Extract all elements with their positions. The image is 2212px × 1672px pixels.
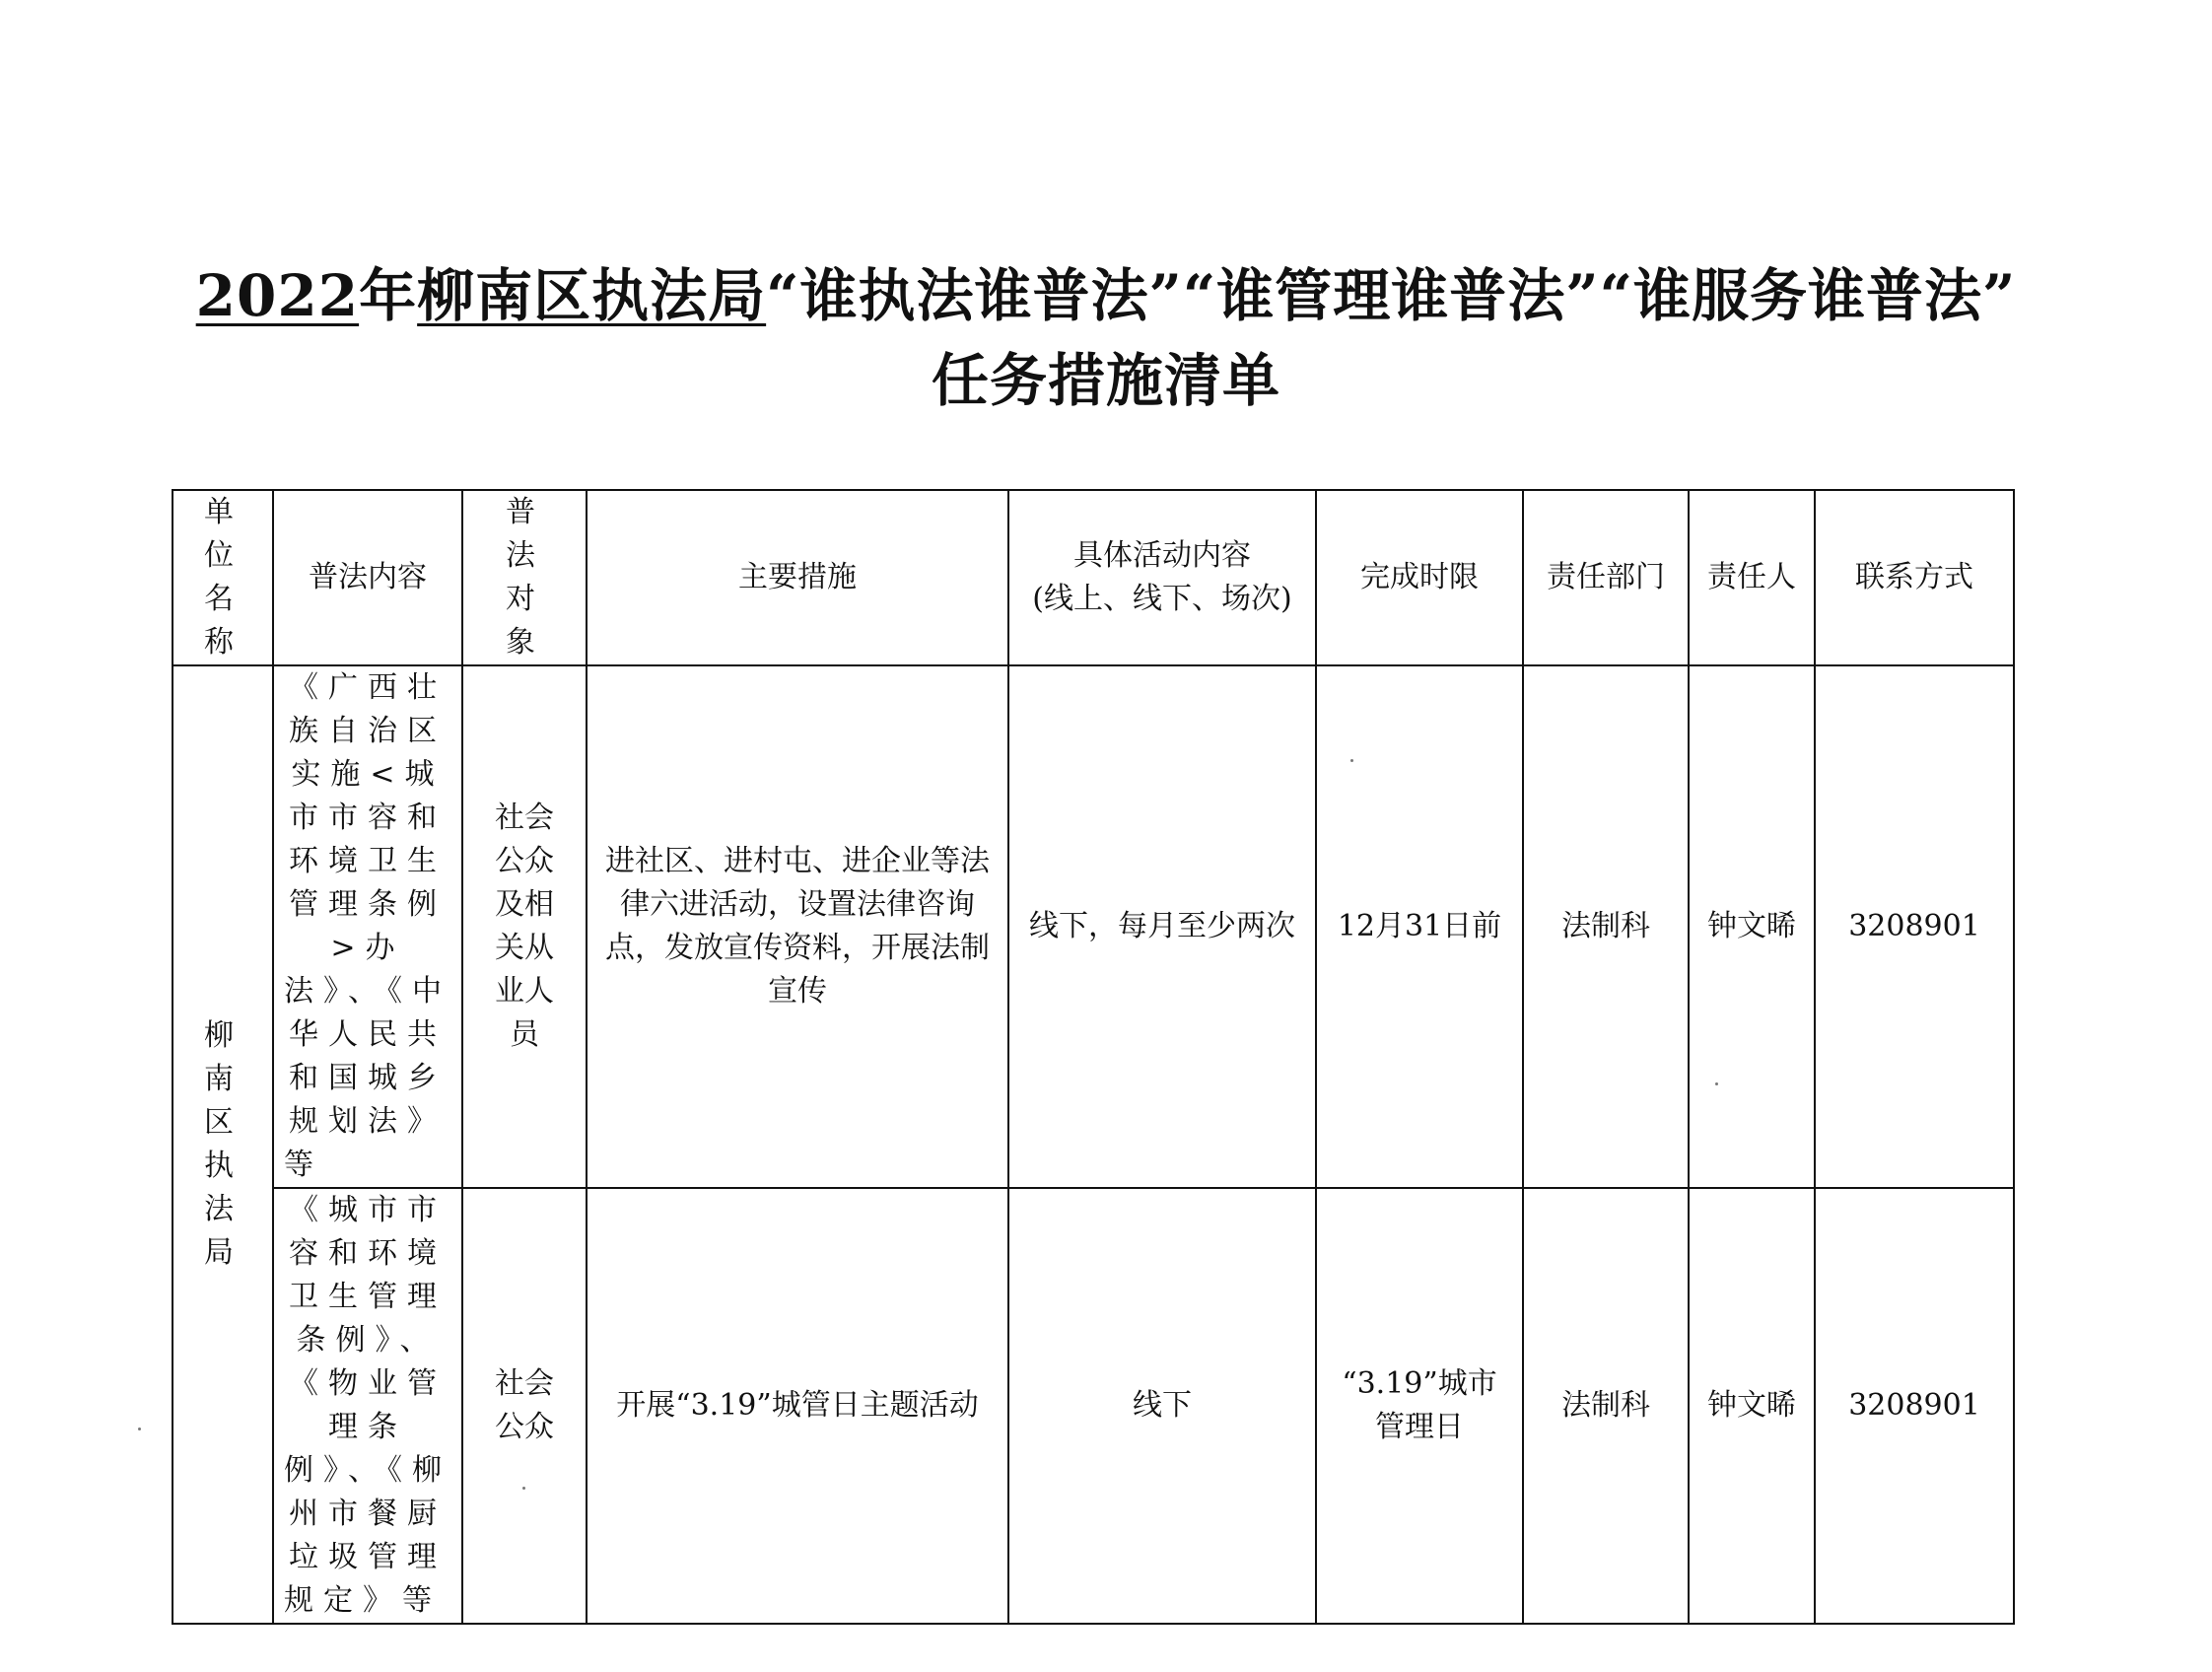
row-2-activity: 线下 <box>1008 1188 1316 1624</box>
scan-speck <box>1350 759 1353 762</box>
table-header-row <box>173 490 2014 665</box>
header-activity-line-1: 具体活动内容 <box>1073 538 1251 573</box>
scan-speck <box>1715 1082 1718 1085</box>
row-2-content: 《城市市容和环境卫生管理条例》、《物业管理条例》、《柳州市餐厨垃圾管理规定》等 <box>273 1188 462 1624</box>
task-measures-table <box>172 489 2015 1625</box>
row-1-person: 钟文晞 <box>1689 665 1815 1188</box>
header-contact: 联系方式 <box>1815 490 2014 665</box>
title-year: 2022 <box>195 262 360 329</box>
document-title-line-1 <box>0 258 2212 333</box>
header-unit-name: 单位名称 <box>173 490 273 665</box>
title-year-suffix: 年 <box>359 262 418 329</box>
row-1-target: 社会公众及相关从业人员 <box>462 665 587 1188</box>
row-1-measures: 进社区、进村屯、进企业等法律六进活动，设置法律咨询点，发放宣传资料，开展法制宣传 <box>587 665 1008 1188</box>
row-1-contact: 3208901 <box>1815 665 2014 1188</box>
header-deadline: 完成时限 <box>1316 490 1523 665</box>
header-activity-line-2: (线上、线下、场次) <box>1032 582 1292 616</box>
document-title-line-2: 任务措施清单 <box>931 347 1280 414</box>
title-organization: 柳南区执法局 <box>417 262 767 329</box>
row-2-target: 社会公众 <box>462 1188 587 1624</box>
row-2-person: 钟文晞 <box>1689 1188 1815 1624</box>
row-1-deadline: 12月31日前 <box>1316 665 1523 1188</box>
unit-name-cell: 柳南区执法局 <box>173 665 273 1624</box>
scan-speck <box>138 1428 141 1430</box>
header-person: 责任人 <box>1689 490 1815 665</box>
scan-speck <box>522 1487 525 1490</box>
header-measures: 主要措施 <box>587 490 1008 665</box>
table-row <box>173 665 2014 1188</box>
header-target: 普法对象 <box>462 490 587 665</box>
row-1-content: 《广西壮族自治区实施<城市市容和环境卫生管理条例>办法》、《中华人民共和国城乡规划法》等 <box>273 665 462 1188</box>
header-activity <box>1008 490 1316 665</box>
table-row <box>173 1188 2014 1624</box>
title-slogans: “谁执法谁普法”“谁管理谁普法”“谁服务谁普法” <box>766 262 2017 329</box>
header-content: 普法内容 <box>273 490 462 665</box>
row-2-contact: 3208901 <box>1815 1188 2014 1624</box>
row-2-dept: 法制科 <box>1523 1188 1689 1624</box>
row-2-deadline: “3.19”城市管理日 <box>1316 1188 1523 1624</box>
header-dept: 责任部门 <box>1523 490 1689 665</box>
row-1-activity: 线下，每月至少两次 <box>1008 665 1316 1188</box>
row-2-measures: 开展“3.19”城管日主题活动 <box>587 1188 1008 1624</box>
row-1-dept: 法制科 <box>1523 665 1689 1188</box>
